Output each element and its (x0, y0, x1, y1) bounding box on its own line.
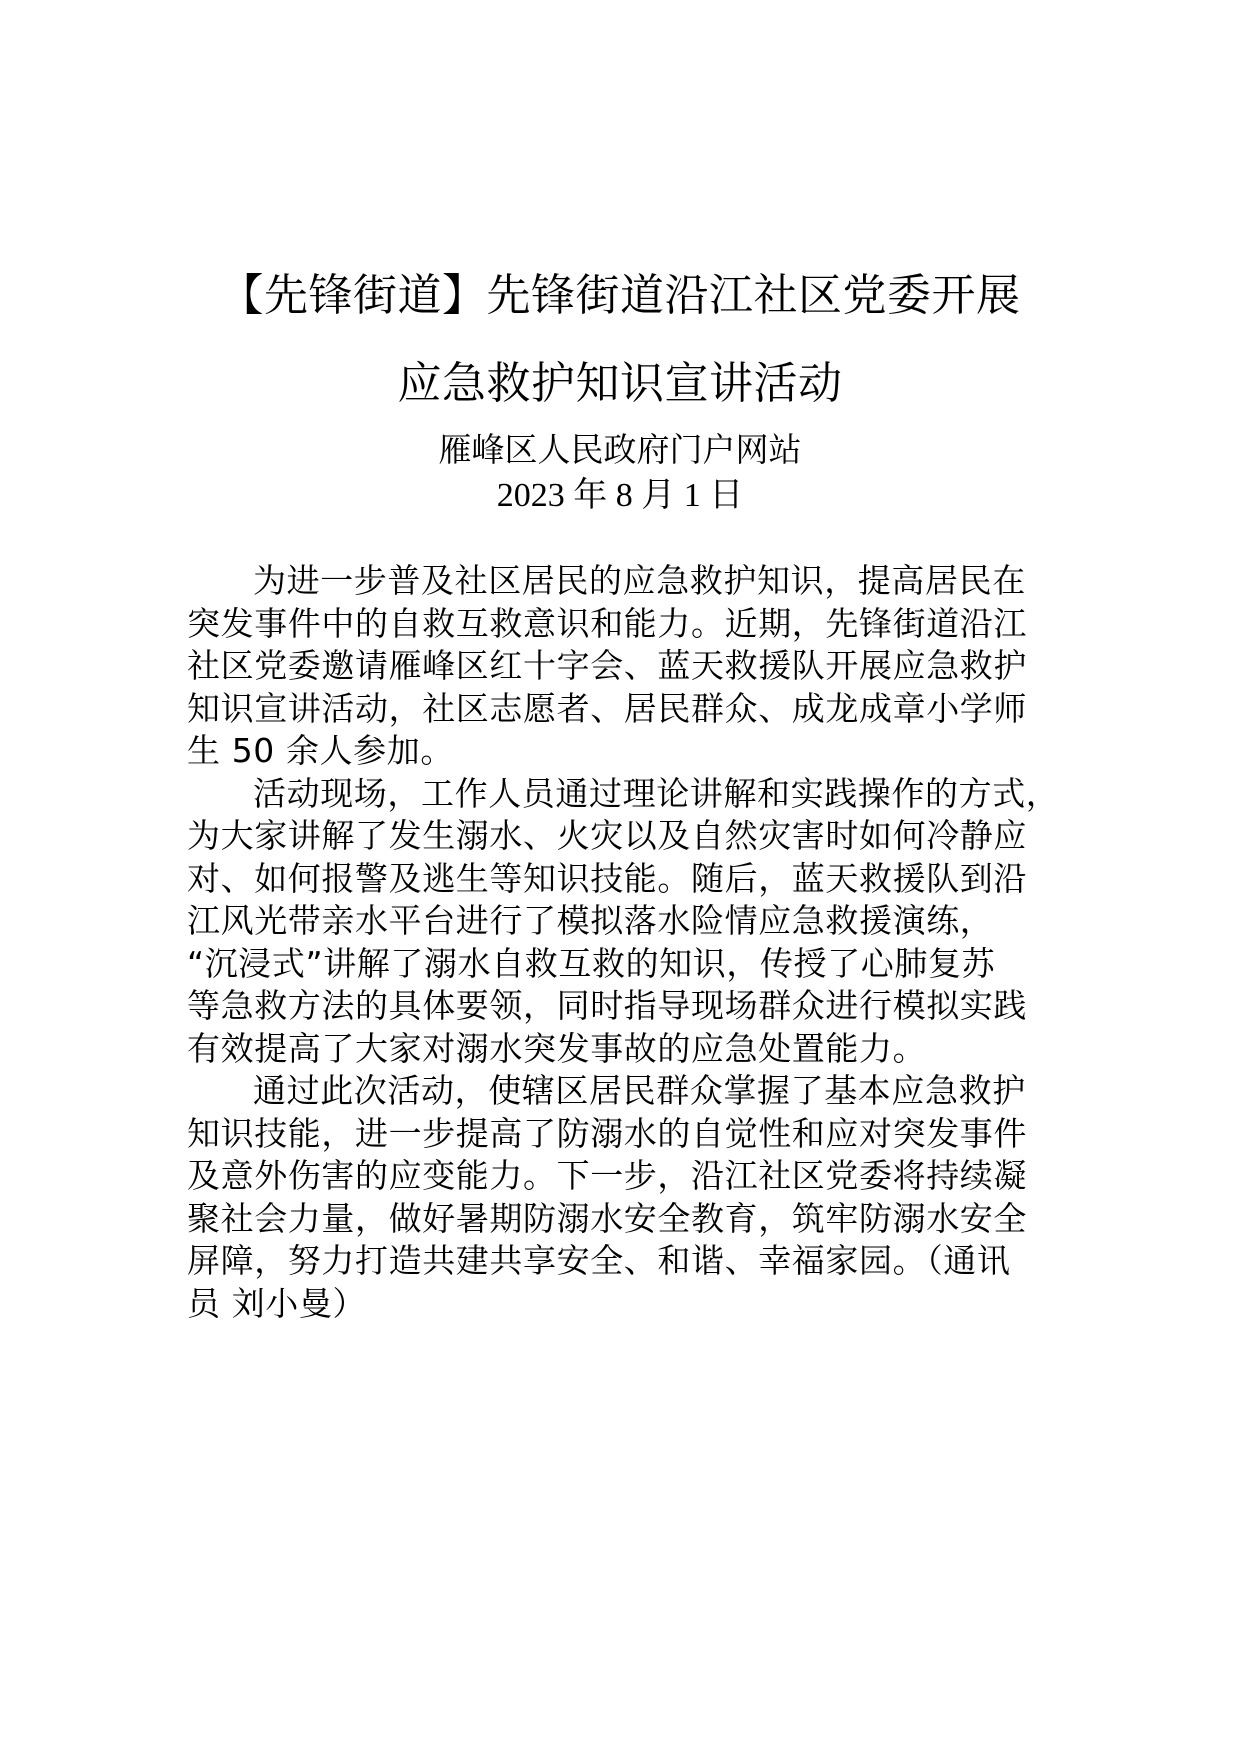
paragraph-line: 聚社会力量，做好暑期防溺水安全教育，筑牢防溺水安全 (187, 1198, 1027, 1238)
paragraph-line: 对、如何报警及逃生等知识技能。随后，蓝天救援队到沿 (187, 858, 1027, 898)
paragraph-line: 通过此次活动，使辖区居民群众掌握了基本应急救护 (253, 1071, 1026, 1110)
paragraph-line: 员 刘小曼） (187, 1283, 367, 1323)
document-title-line-2: 应急救护知识宣讲活动 (397, 358, 843, 409)
paragraph-line: 江风光带亲水平台进行了模拟落水险情应急救援演练， (187, 901, 994, 940)
paragraph-line: 有效提高了大家对溺水突发事故的应急处置能力。 (187, 1028, 927, 1068)
paragraph-line: 及意外伤害的应变能力。下一步，沿江社区党委将持续凝 (187, 1156, 1027, 1195)
paragraph-line: 社区党委邀请雁峰区红十字会、蓝天救援队开展应急救护 (187, 646, 1027, 685)
document-body (187, 560, 1060, 1325)
paragraph-line: 为进一步普及社区居民的应急救护知识，提高居民在 (253, 561, 1026, 600)
paragraph-line: 为大家讲解了发生溺水、火灾以及自然灾害时如何冷静应 (187, 816, 1027, 855)
paragraph-line: 生 50 余人参加。 (187, 731, 454, 770)
paragraph-3 (187, 1070, 1049, 1325)
document-source: 雁峰区人民政府门户网站 (438, 430, 802, 469)
paragraph-1 (187, 560, 1049, 773)
paragraph-line: “沉浸式”讲解了溺水自救互救的知识，传授了心肺复苏 (187, 943, 996, 983)
document-date: 2023 年 8 月 1 日 (496, 477, 744, 514)
paragraph-line: 活动现场，工作人员通过理论讲解和实践操作的方式， (253, 773, 1060, 813)
paragraph-line: 屏障，努力打造共建共享安全、和谐、幸福家园。（通讯 (187, 1241, 1011, 1280)
paragraph-line: 突发事件中的自救互救意识和能力。近期，先锋街道沿江 (187, 603, 1027, 643)
paragraph-line: 知识技能，进一步提高了防溺水的自觉性和应对突发事件 (187, 1113, 1027, 1153)
paragraph-line: 知识宣讲活动，社区志愿者、居民群众、成龙成章小学师 (187, 688, 1027, 728)
document-title-line-1: 【先锋街道】先锋街道沿江社区党委开展 (219, 270, 1021, 321)
paragraph-line: 等急救方法的具体要领，同时指导现场群众进行模拟实践 (187, 986, 1027, 1025)
paragraph-2 (187, 773, 1060, 1071)
